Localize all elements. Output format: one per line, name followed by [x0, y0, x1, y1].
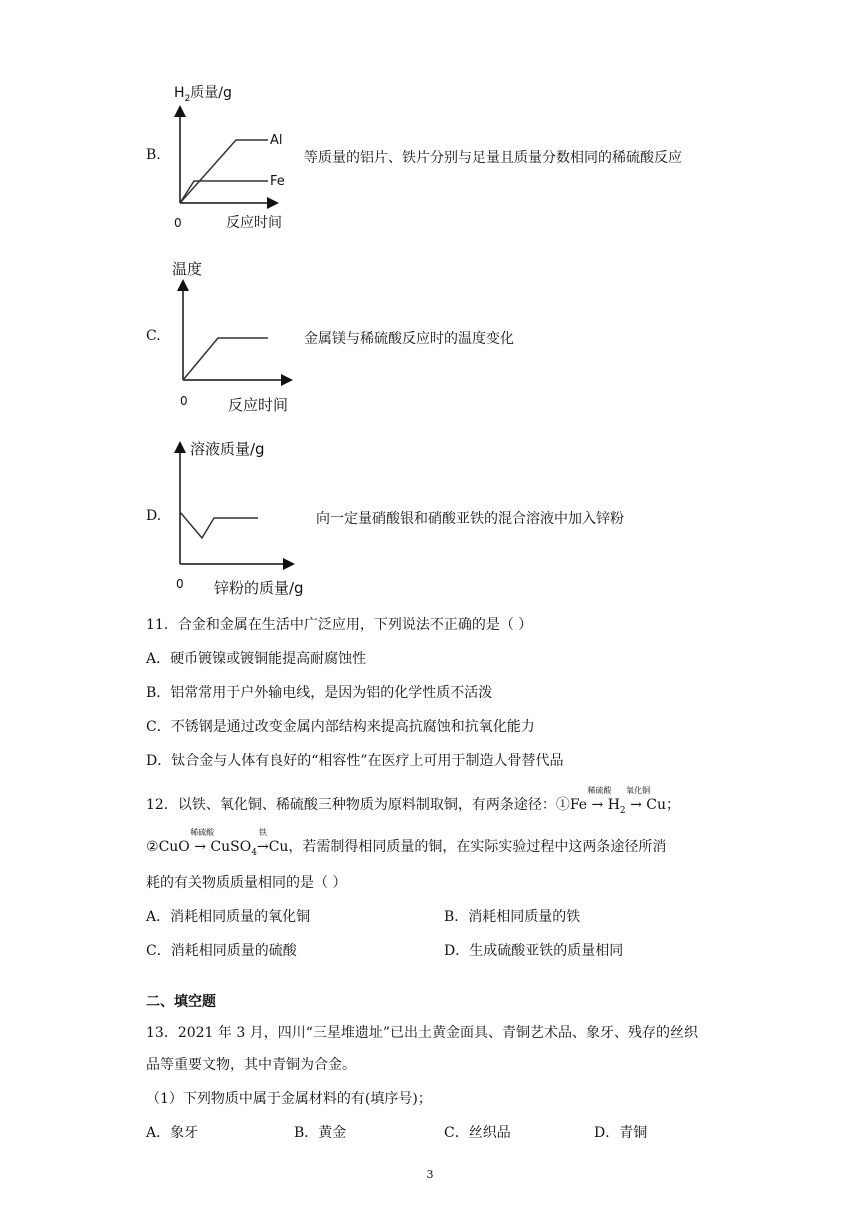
- q11-stem: 11．合金和金属在生活中广泛应用，下列说法不正确的是（ ）: [146, 617, 533, 633]
- q11-option-d: D．钛合金与人体有良好的“相容性”在医疗上可用于制造人骨替代品: [146, 753, 564, 769]
- page-number: 3: [426, 1168, 434, 1181]
- option-c-description: 金属镁与稀硫酸反应时的温度变化: [304, 331, 514, 347]
- q13-stem-line1: 13．2021 年 3 月，四川“三星堆遗址”已出土黄金面具、青铜艺术品、象牙、残存的丝织: [146, 1025, 699, 1041]
- section-title-fill-in: 二、填空题: [146, 994, 216, 1010]
- q12-stem-b: ，若需制得相同质量的铜，在实际实验过程中这两条途径所消: [288, 839, 667, 855]
- graph-b-x-label: 反应时间: [226, 215, 282, 231]
- graph-c-temp-line: [183, 338, 268, 380]
- option-b-letter: B.: [146, 147, 161, 163]
- q13-option-d: D．青铜: [594, 1125, 648, 1141]
- q12-route2: ②CuO → 稀硫酸 CuSO$_4$→ 铁 Cu: [146, 828, 289, 858]
- graph-b-origin: 0: [174, 216, 182, 230]
- graph-d: [164, 436, 324, 601]
- graph-c-origin: 0: [180, 394, 188, 408]
- q12-option-c: C．消耗相同质量的硫酸: [146, 943, 297, 959]
- graph-b-fe-line: [180, 181, 268, 203]
- q12-stem-a: 12．以铁、氧化铜、稀硫酸三种物质为原料制取铜，有两条途径：①: [146, 797, 570, 813]
- option-b-description: 等质量的铝片、铁片分别与足量且质量分数相同的稀硫酸反应: [304, 150, 682, 166]
- q13-stem-line2: 品等重要文物，其中青铜为合金。: [146, 1057, 356, 1073]
- graph-d-y-label: 溶液质量/g: [190, 440, 265, 458]
- q12-option-b: B．消耗相同质量的铁: [444, 909, 581, 925]
- q12-route1-reagent2: 氧化铜: [626, 786, 651, 795]
- graph-b-al-line: [180, 140, 268, 203]
- option-d-letter: D.: [146, 508, 162, 524]
- graph-c-y-label: 温度: [172, 260, 203, 278]
- option-d-description: 向一定量硝酸银和硝酸亚铁的混合溶液中加入锌粉: [316, 511, 624, 527]
- graph-d-svg: [164, 436, 324, 601]
- option-c-letter: C.: [146, 328, 161, 344]
- graph-c-svg: [168, 260, 308, 420]
- q12-stem-line2: [146, 828, 667, 858]
- graph-b-al-label: Al: [270, 133, 283, 148]
- graph-b-y-label: $H_2$质量/g: [174, 85, 232, 104]
- q13-sub-question-1: （1）下列物质中属于金属材料的有(填序号)；: [146, 1091, 432, 1107]
- q13-option-b: B．黄金: [294, 1125, 347, 1141]
- graph-d-x-label: 锌粉的质量/g: [214, 579, 304, 597]
- q11-option-a: A．硬币镀镍或镀铜能提高耐腐蚀性: [146, 651, 367, 667]
- q12-route2-reagent1: 稀硫酸: [190, 828, 215, 837]
- graph-c-x-label: 反应时间: [228, 396, 289, 414]
- graph-c: [168, 260, 308, 420]
- graph-b-fe-label: Fe: [270, 174, 285, 189]
- q12-option-a: A．消耗相同质量的氧化铜: [146, 909, 311, 925]
- q13-option-a: A．象牙: [146, 1125, 199, 1141]
- graph-d-solution-line: [180, 512, 258, 538]
- q12-route1-reagent1: 稀硫酸: [587, 786, 612, 795]
- q11-option-c: C．不锈钢是通过改变金属内部结构来提高抗腐蚀和抗氧化能力: [146, 719, 535, 735]
- q12-stem-line3: 耗的有关物质质量相同的是（ ）: [146, 875, 347, 891]
- graph-b: [168, 80, 298, 235]
- q12-option-d: D．生成硫酸亚铁的质量相同: [444, 943, 624, 959]
- graph-d-origin: 0: [176, 577, 184, 591]
- q12-stem-line1: [146, 786, 681, 816]
- q12-route1: Fe → 稀硫酸 $H_2$ → 氧化铜 Cu；: [569, 786, 681, 816]
- q11-option-b: B．铝常常用于户外输电线，是因为铝的化学性质不活泼: [146, 685, 493, 701]
- q13-option-c: C．丝织品: [444, 1125, 511, 1141]
- q12-route2-reagent2: 铁: [258, 828, 267, 837]
